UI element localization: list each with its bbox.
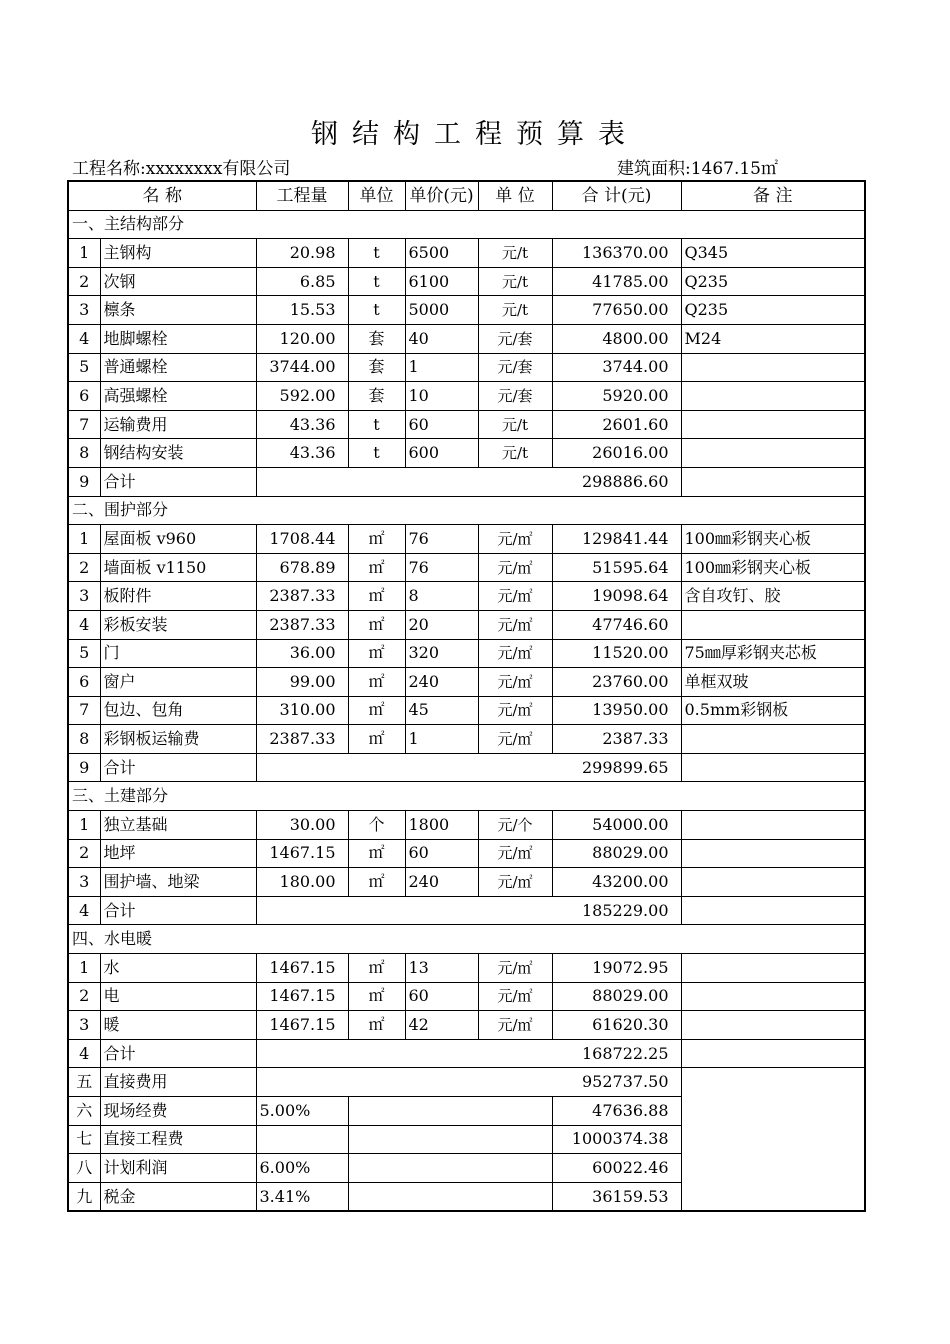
item-name: 窗户	[100, 668, 256, 697]
item-total: 26016.00	[552, 439, 681, 468]
item-unit: ㎡	[348, 582, 405, 611]
item-note	[681, 353, 865, 382]
item-name: 水	[100, 954, 256, 983]
row-number: 3	[68, 296, 100, 325]
item-unit: ㎡	[348, 839, 405, 868]
item-name: 门	[100, 639, 256, 668]
item-quantity: 310.00	[256, 696, 348, 725]
row-number: 4	[68, 1039, 100, 1068]
table-row	[68, 610, 865, 639]
item-note	[681, 382, 865, 411]
table-row	[68, 296, 865, 325]
item-note	[681, 954, 865, 983]
subtotal-row	[68, 753, 865, 782]
header-qty: 工程量	[256, 181, 348, 210]
item-total: 77650.00	[552, 296, 681, 325]
item-quantity: 15.53	[256, 296, 348, 325]
summary-total: 36159.53	[552, 1182, 681, 1211]
item-unit-price: 5000	[405, 296, 478, 325]
item-unit-price: 240	[405, 668, 478, 697]
item-name: 运输费用	[100, 410, 256, 439]
item-note	[681, 868, 865, 897]
table-row	[68, 267, 865, 296]
item-price-unit: 元/㎡	[478, 525, 552, 554]
item-price-unit: 元/㎡	[478, 582, 552, 611]
item-unit-price: 1	[405, 353, 478, 382]
row-number: 8	[68, 725, 100, 754]
row-number: 6	[68, 668, 100, 697]
item-price-unit: 元/㎡	[478, 610, 552, 639]
item-unit-price: 42	[405, 1011, 478, 1040]
subtotal-row	[68, 467, 865, 496]
item-note: 75㎜厚彩钢夹芯板	[681, 639, 865, 668]
item-total: 43200.00	[552, 868, 681, 897]
item-unit-price: 1	[405, 725, 478, 754]
item-unit-price: 6100	[405, 267, 478, 296]
item-unit: ㎡	[348, 725, 405, 754]
table-row	[68, 439, 865, 468]
table-row	[68, 324, 865, 353]
item-total: 136370.00	[552, 239, 681, 268]
item-total: 61620.30	[552, 1011, 681, 1040]
item-price-unit: 元/㎡	[478, 696, 552, 725]
item-name: 高强螺栓	[100, 382, 256, 411]
summary-rate	[256, 1125, 348, 1154]
item-total: 23760.00	[552, 668, 681, 697]
item-total: 88029.00	[552, 839, 681, 868]
subtotal-note	[681, 467, 865, 496]
subtotal-note	[681, 896, 865, 925]
item-name: 墙面板 v1150	[100, 553, 256, 582]
item-quantity: 99.00	[256, 668, 348, 697]
item-total: 54000.00	[552, 811, 681, 840]
table-row	[68, 982, 865, 1011]
summary-label: 计划利润	[100, 1154, 256, 1183]
item-name: 板附件	[100, 582, 256, 611]
item-name: 电	[100, 982, 256, 1011]
summary-number: 六	[68, 1097, 100, 1126]
row-number: 2	[68, 267, 100, 296]
item-name: 包边、包角	[100, 696, 256, 725]
item-note: Q235	[681, 296, 865, 325]
section-title-row	[68, 210, 865, 239]
table-row	[68, 1011, 865, 1040]
item-name: 围护墙、地梁	[100, 868, 256, 897]
row-number: 9	[68, 753, 100, 782]
row-number: 1	[68, 811, 100, 840]
item-name: 地脚螺栓	[100, 324, 256, 353]
item-unit-price: 40	[405, 324, 478, 353]
item-unit-price: 60	[405, 839, 478, 868]
subtotal-row	[68, 1039, 865, 1068]
item-note: 单框双玻	[681, 668, 865, 697]
summary-number: 九	[68, 1182, 100, 1211]
row-number: 2	[68, 553, 100, 582]
table-row	[68, 954, 865, 983]
table-row	[68, 525, 865, 554]
section-title-row	[68, 925, 865, 954]
item-name: 独立基础	[100, 811, 256, 840]
item-name: 暖	[100, 1011, 256, 1040]
item-note: M24	[681, 324, 865, 353]
item-price-unit: 元/t	[478, 410, 552, 439]
summary-number: 五	[68, 1068, 100, 1097]
header-name: 名 称	[68, 181, 256, 210]
summary-total: 952737.50	[256, 1068, 681, 1097]
summary-blank	[348, 1125, 552, 1154]
row-number: 7	[68, 410, 100, 439]
building-area: 建筑面积:1467.15㎡	[616, 159, 778, 179]
item-total: 129841.44	[552, 525, 681, 554]
section-title: 三、土建部分	[68, 782, 865, 811]
row-number: 4	[68, 610, 100, 639]
summary-total: 1000374.38	[552, 1125, 681, 1154]
item-unit: ㎡	[348, 525, 405, 554]
item-unit: t	[348, 410, 405, 439]
item-unit: ㎡	[348, 696, 405, 725]
item-quantity: 43.36	[256, 410, 348, 439]
item-name: 彩板安装	[100, 610, 256, 639]
project-name: 工程名称:xxxxxxxx有限公司	[72, 159, 291, 179]
item-name: 地坪	[100, 839, 256, 868]
item-unit: ㎡	[348, 1011, 405, 1040]
item-quantity: 1467.15	[256, 954, 348, 983]
item-quantity: 43.36	[256, 439, 348, 468]
row-number: 3	[68, 582, 100, 611]
item-unit-price: 13	[405, 954, 478, 983]
summary-blank	[348, 1097, 552, 1126]
item-note: 100㎜彩钢夹心板	[681, 553, 865, 582]
table-row	[68, 668, 865, 697]
summary-label: 直接工程费	[100, 1125, 256, 1154]
row-number: 9	[68, 467, 100, 496]
item-price-unit: 元/㎡	[478, 1011, 552, 1040]
budget-table-body	[68, 181, 865, 1211]
summary-label: 直接费用	[100, 1068, 256, 1097]
item-name: 钢结构安装	[100, 439, 256, 468]
table-row	[68, 839, 865, 868]
item-price-unit: 元/套	[478, 382, 552, 411]
item-unit-price: 320	[405, 639, 478, 668]
subtotal-value: 185229.00	[256, 896, 681, 925]
section-title: 二、围护部分	[68, 496, 865, 525]
item-name: 檩条	[100, 296, 256, 325]
section-title: 一、主结构部分	[68, 210, 865, 239]
row-number: 2	[68, 839, 100, 868]
item-price-unit: 元/㎡	[478, 725, 552, 754]
row-number: 3	[68, 1011, 100, 1040]
subtotal-value: 299899.65	[256, 753, 681, 782]
summary-blank	[348, 1154, 552, 1183]
summary-number: 七	[68, 1125, 100, 1154]
item-price-unit: 元/套	[478, 353, 552, 382]
item-unit-price: 60	[405, 410, 478, 439]
item-unit-price: 240	[405, 868, 478, 897]
summary-rate: 3.41%	[256, 1182, 348, 1211]
item-unit: 套	[348, 353, 405, 382]
budget-table	[67, 180, 866, 1212]
header-price: 单价(元)	[405, 181, 478, 210]
item-unit-price: 45	[405, 696, 478, 725]
item-unit: t	[348, 239, 405, 268]
item-total: 2601.60	[552, 410, 681, 439]
item-name: 主钢构	[100, 239, 256, 268]
item-note	[681, 811, 865, 840]
item-unit: ㎡	[348, 553, 405, 582]
item-note: 0.5mm彩钢板	[681, 696, 865, 725]
item-note	[681, 982, 865, 1011]
item-quantity: 30.00	[256, 811, 348, 840]
item-unit-price: 600	[405, 439, 478, 468]
item-quantity: 2387.33	[256, 582, 348, 611]
item-total: 11520.00	[552, 639, 681, 668]
item-unit: ㎡	[348, 610, 405, 639]
item-name: 普通螺栓	[100, 353, 256, 382]
section-title-row	[68, 782, 865, 811]
table-row	[68, 353, 865, 382]
item-note: Q235	[681, 267, 865, 296]
row-number: 2	[68, 982, 100, 1011]
item-price-unit: 元/t	[478, 439, 552, 468]
row-number: 4	[68, 324, 100, 353]
row-number: 1	[68, 239, 100, 268]
item-unit: 个	[348, 811, 405, 840]
item-price-unit: 元/㎡	[478, 954, 552, 983]
item-quantity: 6.85	[256, 267, 348, 296]
summary-rate: 6.00%	[256, 1154, 348, 1183]
header-price-unit: 单 位	[478, 181, 552, 210]
table-row	[68, 639, 865, 668]
item-quantity: 20.98	[256, 239, 348, 268]
item-price-unit: 元/t	[478, 296, 552, 325]
header-row	[68, 181, 865, 210]
subtotal-row	[68, 896, 865, 925]
item-note	[681, 410, 865, 439]
section-title: 四、水电暖	[68, 925, 865, 954]
item-total: 3744.00	[552, 353, 681, 382]
table-row	[68, 868, 865, 897]
row-number: 6	[68, 382, 100, 411]
summary-row	[68, 1125, 865, 1154]
summary-rate: 5.00%	[256, 1097, 348, 1126]
item-total: 19098.64	[552, 582, 681, 611]
summary-row	[68, 1097, 865, 1126]
item-name: 彩钢板运输费	[100, 725, 256, 754]
summary-label: 现场经费	[100, 1097, 256, 1126]
summary-label: 税金	[100, 1182, 256, 1211]
item-unit: t	[348, 439, 405, 468]
row-number: 4	[68, 896, 100, 925]
header-unit: 单位	[348, 181, 405, 210]
item-unit-price: 60	[405, 982, 478, 1011]
subtotal-note	[681, 1039, 865, 1068]
table-row	[68, 239, 865, 268]
item-unit: ㎡	[348, 954, 405, 983]
section-title-row	[68, 496, 865, 525]
table-row	[68, 410, 865, 439]
subtotal-label: 合计	[100, 896, 256, 925]
document-title: 钢结构工程预算表	[311, 119, 639, 150]
item-quantity: 3744.00	[256, 353, 348, 382]
item-quantity: 2387.33	[256, 725, 348, 754]
summary-blank	[348, 1182, 552, 1211]
item-quantity: 120.00	[256, 324, 348, 353]
summary-row	[68, 1154, 865, 1183]
subtotal-label: 合计	[100, 467, 256, 496]
item-total: 5920.00	[552, 382, 681, 411]
item-price-unit: 元/㎡	[478, 982, 552, 1011]
summary-number: 八	[68, 1154, 100, 1183]
summary-row	[68, 1068, 865, 1097]
item-total: 4800.00	[552, 324, 681, 353]
item-unit: 套	[348, 324, 405, 353]
item-price-unit: 元/t	[478, 267, 552, 296]
item-unit: t	[348, 267, 405, 296]
summary-total: 60022.46	[552, 1154, 681, 1183]
item-quantity: 36.00	[256, 639, 348, 668]
item-unit: 套	[348, 382, 405, 411]
table-row	[68, 382, 865, 411]
item-unit: t	[348, 296, 405, 325]
item-unit-price: 1800	[405, 811, 478, 840]
item-quantity: 1708.44	[256, 525, 348, 554]
item-total: 19072.95	[552, 954, 681, 983]
table-row	[68, 696, 865, 725]
table-row	[68, 553, 865, 582]
table-row	[68, 582, 865, 611]
item-unit-price: 6500	[405, 239, 478, 268]
item-name: 屋面板 v960	[100, 525, 256, 554]
row-number: 1	[68, 954, 100, 983]
item-price-unit: 元/㎡	[478, 639, 552, 668]
item-unit-price: 20	[405, 610, 478, 639]
item-price-unit: 元/㎡	[478, 839, 552, 868]
item-note	[681, 439, 865, 468]
item-name: 次钢	[100, 267, 256, 296]
item-unit: ㎡	[348, 868, 405, 897]
item-price-unit: 元/套	[478, 324, 552, 353]
item-note: 含自攻钉、胶	[681, 582, 865, 611]
item-note	[681, 610, 865, 639]
row-number: 1	[68, 525, 100, 554]
item-note: Q345	[681, 239, 865, 268]
item-unit-price: 8	[405, 582, 478, 611]
item-note	[681, 839, 865, 868]
item-unit: ㎡	[348, 668, 405, 697]
row-number: 5	[68, 639, 100, 668]
item-price-unit: 元/㎡	[478, 553, 552, 582]
item-price-unit: 元/㎡	[478, 668, 552, 697]
item-price-unit: 元/㎡	[478, 868, 552, 897]
item-total: 2387.33	[552, 725, 681, 754]
subtotal-label: 合计	[100, 753, 256, 782]
item-note	[681, 725, 865, 754]
row-number: 3	[68, 868, 100, 897]
header-total: 合 计(元)	[552, 181, 681, 210]
item-quantity: 678.89	[256, 553, 348, 582]
item-quantity: 2387.33	[256, 610, 348, 639]
item-quantity: 1467.15	[256, 839, 348, 868]
item-unit-price: 76	[405, 553, 478, 582]
summary-row	[68, 1182, 865, 1211]
item-quantity: 1467.15	[256, 1011, 348, 1040]
item-price-unit: 元/个	[478, 811, 552, 840]
row-number: 5	[68, 353, 100, 382]
item-price-unit: 元/t	[478, 239, 552, 268]
item-unit: ㎡	[348, 639, 405, 668]
item-total: 13950.00	[552, 696, 681, 725]
item-quantity: 592.00	[256, 382, 348, 411]
subtotal-value: 168722.25	[256, 1039, 681, 1068]
summary-total: 47636.88	[552, 1097, 681, 1126]
item-note	[681, 1011, 865, 1040]
item-total: 51595.64	[552, 553, 681, 582]
subtotal-note	[681, 753, 865, 782]
header-note: 备 注	[681, 181, 865, 210]
item-total: 41785.00	[552, 267, 681, 296]
item-unit: ㎡	[348, 982, 405, 1011]
row-number: 8	[68, 439, 100, 468]
table-row	[68, 811, 865, 840]
item-quantity: 1467.15	[256, 982, 348, 1011]
subtotal-label: 合计	[100, 1039, 256, 1068]
item-unit-price: 10	[405, 382, 478, 411]
item-total: 47746.60	[552, 610, 681, 639]
table-row	[68, 725, 865, 754]
item-total: 88029.00	[552, 982, 681, 1011]
row-number: 7	[68, 696, 100, 725]
item-unit-price: 76	[405, 525, 478, 554]
subtotal-value: 298886.60	[256, 467, 681, 496]
item-quantity: 180.00	[256, 868, 348, 897]
item-note: 100㎜彩钢夹心板	[681, 525, 865, 554]
